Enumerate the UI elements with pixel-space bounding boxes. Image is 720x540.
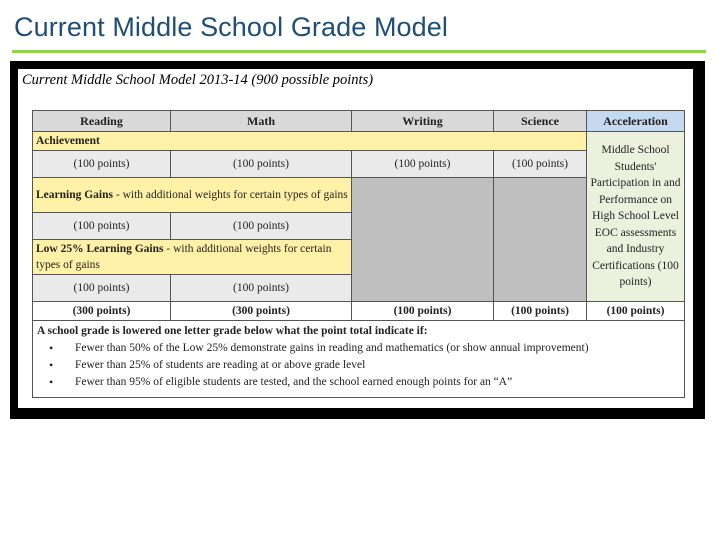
total-reading-points: (300 points) (32, 301, 171, 321)
writing-empty-block (351, 177, 494, 302)
column-header-science: Science (493, 110, 587, 132)
column-header-acceleration: Acceleration (586, 110, 685, 132)
achievement-writing-points: (100 points) (351, 150, 494, 178)
learning-gains-description: - with additional weights for certain types of gains (113, 189, 348, 201)
total-math-points: (300 points) (170, 301, 352, 321)
achievement-reading-points: (100 points) (32, 150, 171, 178)
acceleration-description: Middle School Students' Participation in and Performance on High School Level EOC assessments and Industry Certifications (100 points) (586, 131, 685, 302)
column-header-writing: Writing (351, 110, 494, 132)
low25-gains-label (32, 239, 352, 275)
note-bullet: • Fewer than 50% of the Low 25% demonstrate gains in reading and mathematics (or show annual improvement) (75, 340, 680, 357)
learning-gains-math-points: (100 points) (170, 212, 352, 240)
figure-title: Current Middle School Model 2013-14 (900 possible points) (22, 72, 374, 88)
low25-gains-description: - with additional weights for certain types of gains (36, 243, 332, 271)
title-underline (12, 50, 706, 53)
note-bullet: • Fewer than 95% of eligible students are tested, and the school earned enough points for an “A” (75, 374, 680, 391)
figure-frame (10, 61, 705, 419)
achievement-label: Achievement (32, 131, 587, 151)
low25-math-points: (100 points) (170, 274, 352, 302)
note-bullet: • Fewer than 25% of students are reading at or above grade level (75, 357, 680, 374)
slide-title: Current Middle School Grade Model (14, 12, 449, 42)
achievement-science-points: (100 points) (493, 150, 587, 178)
grade-lowering-note (32, 320, 685, 398)
learning-gains-label (32, 177, 352, 213)
total-writing-points: (100 points) (351, 301, 494, 321)
figure-image (18, 69, 693, 408)
total-science-points: (100 points) (493, 301, 587, 321)
learning-gains-title: Learning Gains (36, 189, 114, 201)
note-heading: A school grade is lowered one letter grade below what the point total indicate if: (37, 325, 428, 337)
total-acceleration-points: (100 points) (586, 301, 685, 321)
column-header-reading: Reading (32, 110, 171, 132)
achievement-math-points: (100 points) (170, 150, 352, 178)
science-empty-block (493, 177, 587, 302)
low25-reading-points: (100 points) (32, 274, 171, 302)
learning-gains-reading-points: (100 points) (32, 212, 171, 240)
note-bullet-list (37, 340, 680, 391)
low25-gains-title: Low 25% Learning Gains (36, 243, 164, 255)
column-header-math: Math (170, 110, 352, 132)
